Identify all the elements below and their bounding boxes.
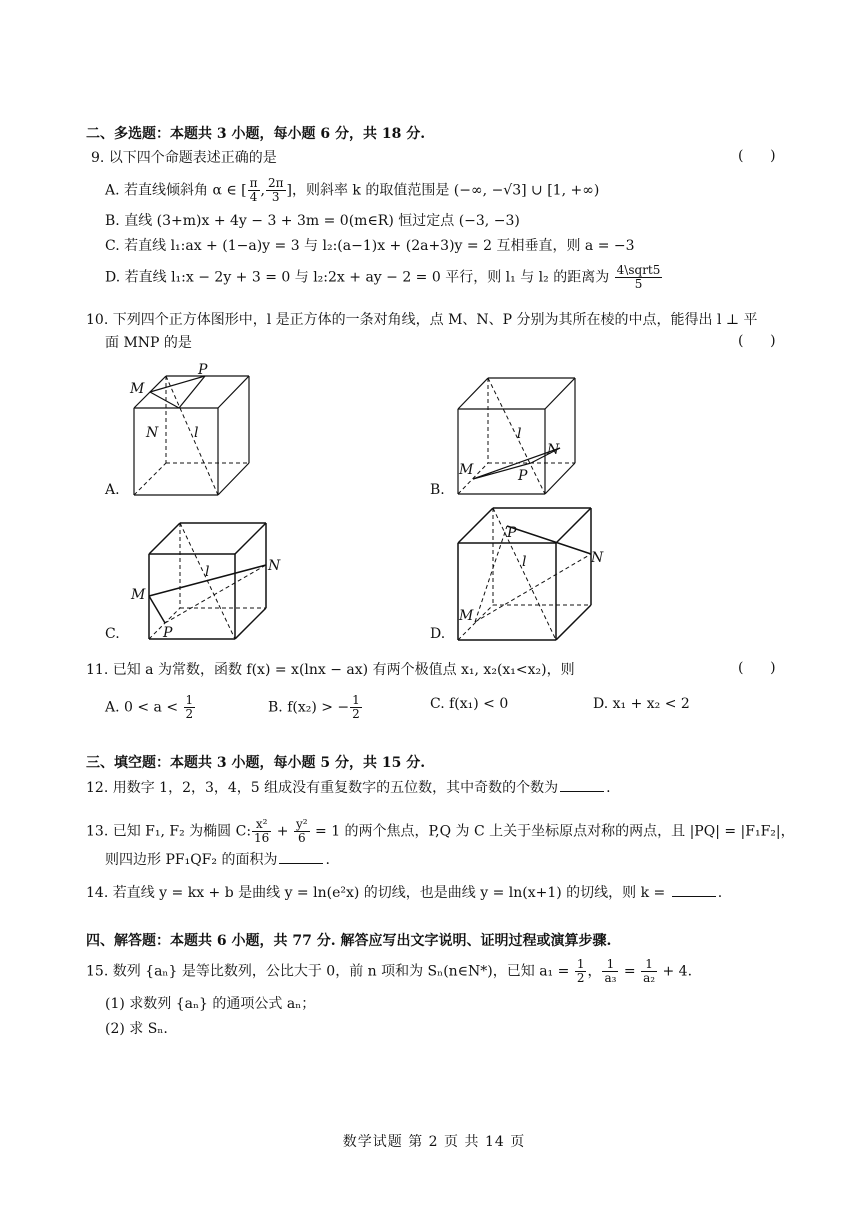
question-11-option-b: B. f(x₂) > − $\frac{1}{2}$ [268, 693, 360, 721]
question-13-line2: 则四边形 PF₁QF₂ 的面积为 . [105, 849, 330, 870]
question-10-answer-paren: ( ) [738, 333, 776, 349]
cube-figure-c [125, 515, 295, 645]
question-9-option-c: C. 若直线 l₁:ax + (1−a)y = 3 与 l₂:(a−1)x + (2a+3)y = 2 互相垂直，则 a = −3 [105, 238, 635, 254]
question-15-part-1: (1) 求数列 {aₙ} 的通项公式 aₙ； [105, 996, 316, 1012]
figure-c-label-l: l [205, 564, 210, 580]
section-heading-multiple-choice: 二、多选题：本题共 3 小题，每小题 6 分，共 18 分. [86, 126, 426, 142]
figure-a-label-l: l [194, 425, 199, 441]
figure-d-label-p: P [507, 525, 517, 541]
figure-b-label-l: l [517, 426, 522, 442]
cube-figure-b [445, 370, 585, 500]
question-11-answer-paren: ( ) [738, 660, 776, 676]
figure-c-label: C. [105, 626, 120, 642]
question-11-option-a: A. 0 < a < $\frac{1}{2}$ [105, 693, 194, 721]
cube-figure-d [445, 500, 610, 645]
figure-a-label-m: M [130, 381, 145, 397]
question-9-option-d: D. 若直线 l₁:x − 2y + 3 = 0 与 l₂:2x + ay − 2 = 0 平行，则 l₁ 与 l₂ 的距离为 $\frac{\text{4\textbackslash{}sqrt5}}{5}$ [105, 263, 661, 291]
question-9-stem: 9. 以下四个命题表述正确的是 [91, 150, 277, 166]
question-9-option-b: B. 直线 (3+m)x + 4y − 3 + 3m = 0(m∈R) 恒过定点 (−3, −3) [105, 213, 520, 229]
question-9-answer-paren: ( ) [738, 148, 776, 164]
question-10-stem-line1: 10. 下列四个正方体图形中，l 是正方体的一条对角线，点 M、N、P 分别为其所在棱的中点，能得出 l ⊥ 平 [86, 312, 758, 328]
question-11-option-d: D. x₁ + x₂ < 2 [593, 696, 690, 712]
answer-blank[interactable] [279, 849, 323, 864]
page-footer: 数学试题 第 2 页 共 14 页 [342, 1134, 526, 1150]
question-14: 14. 若直线 y = kx + b 是曲线 y = ln(e²x) 的切线，也是曲线 y = ln(x+1) 的切线，则 k = . [86, 882, 722, 903]
figure-b-label-p: P [518, 468, 528, 484]
section-heading-fill-in: 三、填空题：本题共 3 小题，每小题 5 分，共 15 分. [86, 755, 426, 771]
question-10-stem-line2: 面 MNP 的是 [105, 335, 192, 351]
figure-c-label-p: P [163, 625, 173, 641]
answer-blank[interactable] [560, 777, 604, 792]
figure-a-label-n: N [146, 425, 159, 441]
question-9-option-a: A. 若直线倾斜角 α ∈ [ $\frac{\pi}{4}$ , $\frac{2\pi}{3}$ ]，则斜率 k 的取值范围是 (−∞, −√3] ∪ [1, +∞) [105, 176, 600, 204]
question-15-part-2: (2) 求 Sₙ. [105, 1021, 168, 1037]
figure-c-label-n: N [268, 558, 281, 574]
question-12: 12. 用数字 1，2，3，4，5 组成没有重复数字的五位数，其中奇数的个数为 . [86, 777, 611, 798]
figure-d-label-m: M [459, 608, 474, 624]
answer-blank[interactable] [672, 882, 716, 897]
question-13-line1: 13. 已知 F₁, F₂ 为椭圆 C: $\frac{\text{x²}}{16}$ + $\frac{\text{y²}}{6}$ = 1 的两个焦点，P,Q 为 C 上关于坐标原点对称的两点，且 |PQ| = |F₁F₂|， [86, 817, 795, 845]
figure-c-label-m: M [131, 587, 146, 603]
figure-d-label-l: l [522, 554, 527, 570]
figure-d-label: D. [430, 626, 446, 642]
figure-b-label-n: N [547, 442, 560, 458]
figure-a-label: A. [105, 482, 120, 498]
figure-d-label-n: N [591, 550, 604, 566]
figure-b-label: B. [430, 482, 445, 498]
figure-b-label-m: M [459, 462, 474, 478]
section-heading-solutions: 四、解答题：本题共 6 小题，共 77 分. 解答应写出文字说明、证明过程或演算步骤. [86, 933, 612, 949]
figure-a-label-p: P [198, 362, 208, 378]
cube-figure-a [120, 355, 260, 500]
question-11-stem: 11. 已知 a 为常数，函数 f(x) = x(lnx − ax) 有两个极值点 x₁, x₂(x₁<x₂)，则 [86, 662, 575, 678]
question-15-stem: 15. 数列 {aₙ} 是等比数列，公比大于 0，前 n 项和为 Sₙ(n∈N*)，已知 a₁ = $\frac{1}{2}$ ， $\frac{1}{\text{a₃}}$ = $\frac{1}{\text{a₂}}$ + 4. [86, 957, 693, 985]
question-11-option-c: C. f(x₁) < 0 [430, 696, 509, 712]
